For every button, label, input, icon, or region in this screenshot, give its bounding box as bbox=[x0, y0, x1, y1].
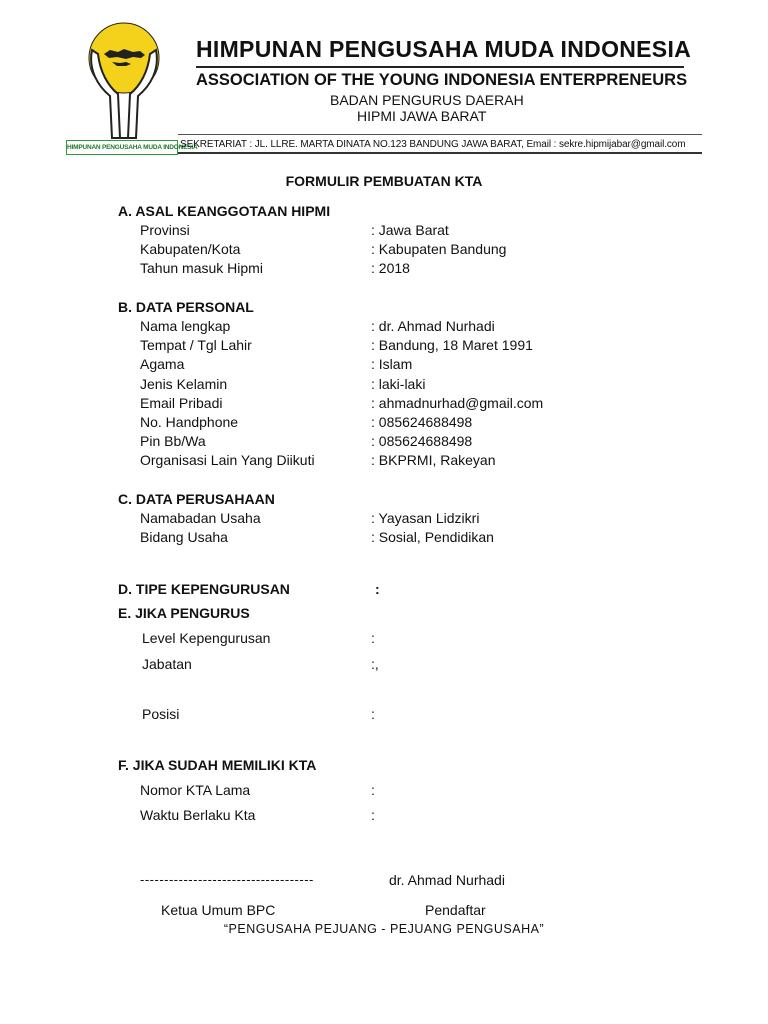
field-value: : 2018 bbox=[371, 260, 410, 276]
applicant-name: dr. Ahmad Nurhadi bbox=[389, 872, 505, 888]
motto: “PENGUSAHA PEJUANG - PEJUANG PENGUSAHA” bbox=[223, 922, 545, 936]
field-value: : bbox=[371, 782, 375, 798]
field-label: Level Kepengurusan bbox=[142, 630, 271, 646]
field-label: Namabadan Usaha bbox=[140, 510, 261, 526]
header-divider bbox=[196, 66, 684, 68]
field-value: : Jawa Barat bbox=[371, 222, 449, 238]
field-value: :, bbox=[371, 656, 379, 672]
org-name-english: ASSOCIATION OF THE YOUNG INDONESIA ENTERPRENEURS bbox=[196, 71, 688, 89]
section-c-title: C. DATA PERUSAHAAN bbox=[118, 491, 275, 507]
field-value: : bbox=[371, 630, 375, 646]
form-title: FORMULIR PEMBUATAN KTA bbox=[285, 173, 483, 189]
field-label: Jenis Kelamin bbox=[140, 376, 228, 392]
address-top-rule bbox=[178, 134, 702, 135]
section-e-title: E. JIKA PENGURUS bbox=[118, 605, 250, 621]
logo-caption: HIMPUNAN PENGUSAHA MUDA INDONESIA bbox=[66, 140, 178, 155]
field-label: Tahun masuk Hipmi bbox=[140, 260, 263, 276]
section-b-title: B. DATA PERSONAL bbox=[118, 299, 254, 315]
field-value: : bbox=[371, 706, 375, 722]
section-d-value: : bbox=[375, 581, 380, 597]
field-value: : Islam bbox=[371, 356, 413, 372]
field-value: : 085624688498 bbox=[371, 414, 473, 430]
field-value: : laki-laki bbox=[371, 376, 426, 392]
section-f-title: F. JIKA SUDAH MEMILIKI KTA bbox=[118, 757, 317, 773]
field-value: : Yayasan Lidzikri bbox=[371, 510, 480, 526]
org-name: HIMPUNAN PENGUSAHA MUDA INDONESIA bbox=[196, 36, 692, 62]
field-label: Pin Bb/Wa bbox=[140, 433, 206, 449]
field-value: : BKPRMI, Rakeyan bbox=[371, 452, 496, 468]
field-label: Kabupaten/Kota bbox=[140, 241, 241, 257]
field-label: Jabatan bbox=[142, 656, 192, 672]
field-value: : dr. Ahmad Nurhadi bbox=[371, 318, 495, 334]
field-label: Provinsi bbox=[140, 222, 190, 238]
right-signatory-role: Pendaftar bbox=[425, 902, 486, 918]
field-label: Organisasi Lain Yang Diikuti bbox=[140, 452, 315, 468]
address-bottom-rule bbox=[178, 152, 702, 154]
field-value: : Bandung, 18 Maret 1991 bbox=[371, 337, 533, 353]
field-label: Bidang Usaha bbox=[140, 529, 228, 545]
field-value: : Kabupaten Bandung bbox=[371, 241, 507, 257]
org-region: HIPMI JAWA BARAT bbox=[357, 108, 487, 124]
hipmi-logo bbox=[62, 20, 180, 158]
field-label: Waktu Berlaku Kta bbox=[140, 807, 256, 823]
field-label: Agama bbox=[140, 356, 185, 372]
field-label: Email Pribadi bbox=[140, 395, 223, 411]
field-value: : bbox=[371, 807, 375, 823]
field-value: : Sosial, Pendidikan bbox=[371, 529, 494, 545]
field-label: Nama lengkap bbox=[140, 318, 231, 334]
org-body: BADAN PENGURUS DAERAH bbox=[330, 92, 524, 108]
field-label: No. Handphone bbox=[140, 414, 239, 430]
field-value: : ahmadnurhad@gmail.com bbox=[371, 395, 544, 411]
secretariat-address: SEKRETARIAT : JL. LLRE. MARTA DINATA NO.123 BANDUNG JAWA BARAT, Email : sekre.hipmijabar@gmail.com bbox=[180, 139, 686, 150]
section-d-title: D. TIPE KEPENGURUSAN bbox=[118, 581, 290, 597]
section-a-title: A. ASAL KEANGGOTAAN HIPMI bbox=[118, 203, 331, 219]
signature-line: ------------------------------------ bbox=[140, 872, 314, 887]
field-label: Nomor KTA Lama bbox=[140, 782, 251, 798]
field-label: Tempat / Tgl Lahir bbox=[140, 337, 252, 353]
field-value: : 085624688498 bbox=[371, 433, 473, 449]
field-label: Posisi bbox=[142, 706, 180, 722]
left-signatory-role: Ketua Umum BPC bbox=[161, 902, 276, 918]
